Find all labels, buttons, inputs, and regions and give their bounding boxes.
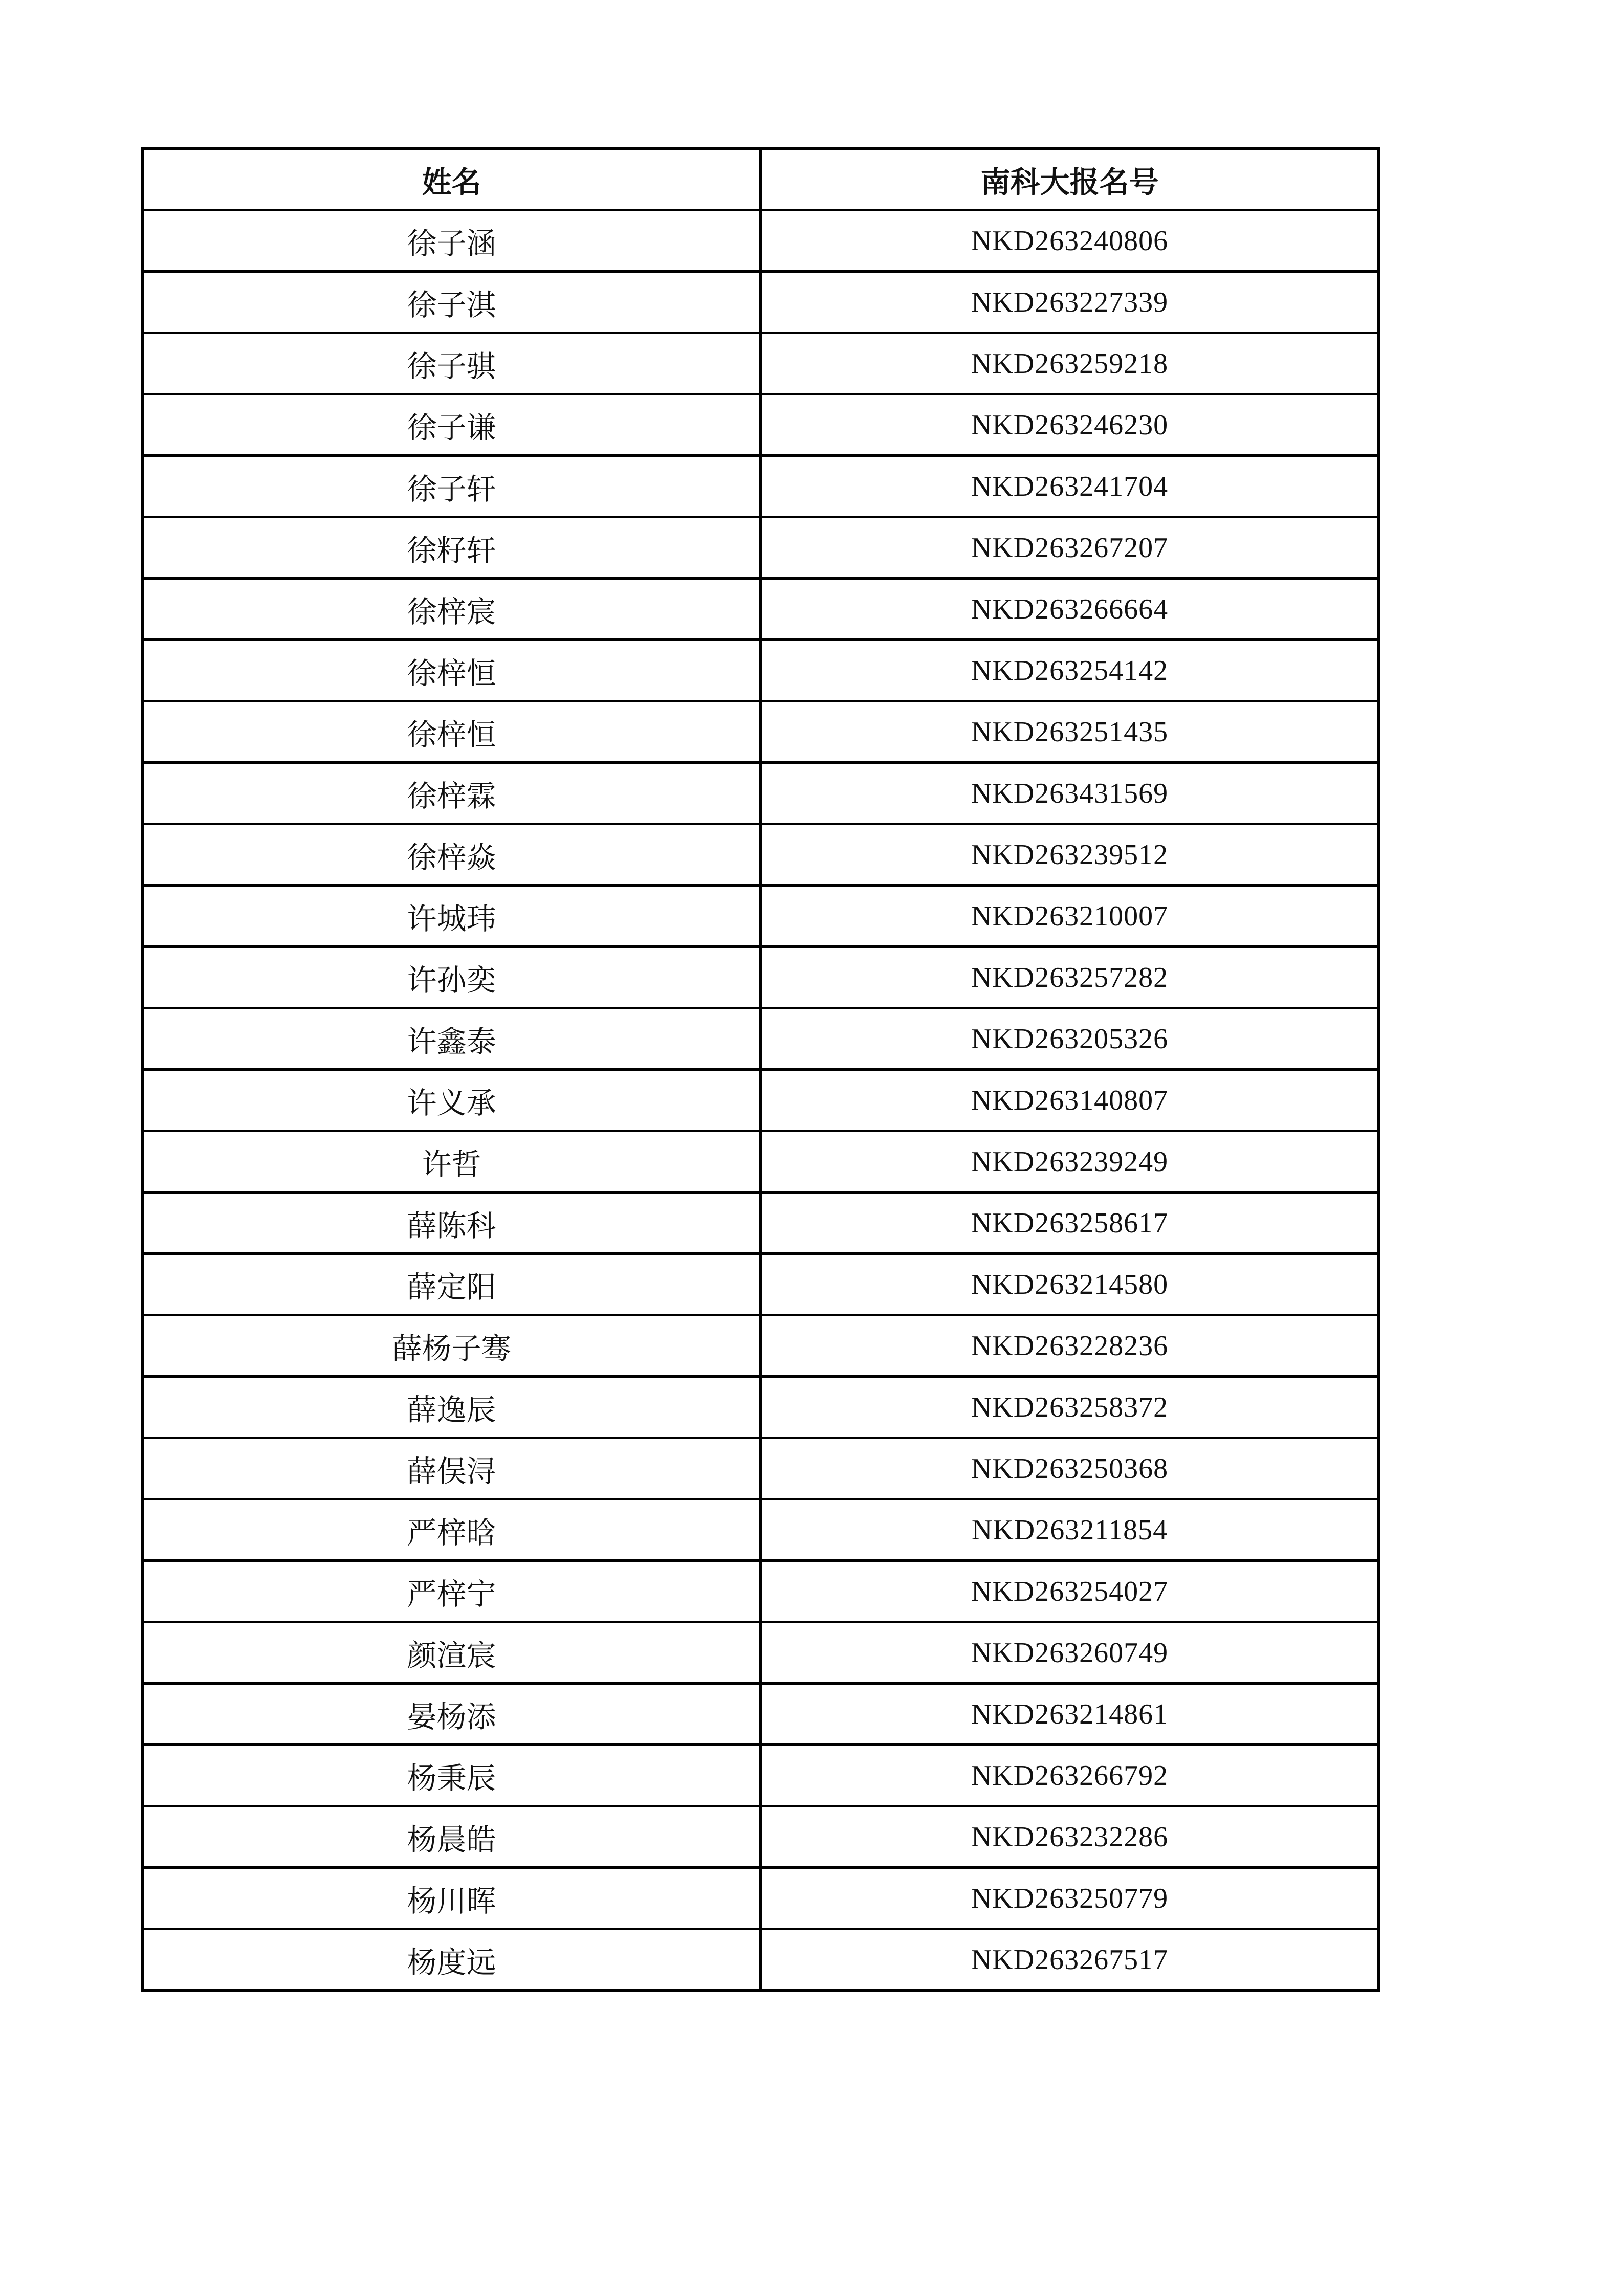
table-row [143, 1561, 1379, 1622]
table-row [143, 763, 1379, 824]
table-row [143, 1438, 1379, 1499]
applicant-name: 徐梓霖 [143, 763, 761, 824]
header-name: 姓名 [143, 149, 761, 210]
applicant-name: 许义承 [143, 1070, 761, 1131]
applicant-name: 徐籽轩 [143, 517, 761, 579]
application-number: NKD263239512 [761, 824, 1379, 886]
application-number: NKD263239249 [761, 1131, 1379, 1193]
applicant-name: 许城玮 [143, 886, 761, 947]
application-number: NKD263240806 [761, 210, 1379, 272]
applicant-name: 严梓晗 [143, 1499, 761, 1561]
application-number: NKD263254142 [761, 640, 1379, 701]
application-number: NKD263258372 [761, 1377, 1379, 1438]
table-row [143, 1684, 1379, 1745]
application-number: NKD263258617 [761, 1193, 1379, 1254]
applicant-name: 徐子轩 [143, 456, 761, 517]
applicant-name: 薛定阳 [143, 1254, 761, 1315]
application-number: NKD263251435 [761, 701, 1379, 763]
table-row [143, 456, 1379, 517]
table-row [143, 272, 1379, 333]
table-row [143, 333, 1379, 394]
application-number: NKD263260749 [761, 1622, 1379, 1684]
applicant-name: 许孙奕 [143, 947, 761, 1008]
applicant-name: 薛逸辰 [143, 1377, 761, 1438]
applicant-name: 晏杨添 [143, 1684, 761, 1745]
applicant-name: 许哲 [143, 1131, 761, 1193]
applicant-name: 杨川晖 [143, 1868, 761, 1929]
table-row [143, 517, 1379, 579]
applicant-name: 许鑫泰 [143, 1008, 761, 1070]
application-number: NKD263214580 [761, 1254, 1379, 1315]
application-number: NKD263232286 [761, 1806, 1379, 1868]
table-row [143, 640, 1379, 701]
table-row [143, 210, 1379, 272]
application-number: NKD263257282 [761, 947, 1379, 1008]
table-row [143, 824, 1379, 886]
table-row [143, 1868, 1379, 1929]
table-row [143, 1254, 1379, 1315]
table-row [143, 1070, 1379, 1131]
applicant-name: 严梓宁 [143, 1561, 761, 1622]
applicant-name: 杨秉辰 [143, 1745, 761, 1806]
table-row [143, 1929, 1379, 1991]
applicant-name: 薛俣浔 [143, 1438, 761, 1499]
application-number: NKD263250779 [761, 1868, 1379, 1929]
applicant-name: 徐梓焱 [143, 824, 761, 886]
applicant-name: 杨晨皓 [143, 1806, 761, 1868]
table-row [143, 701, 1379, 763]
table-row [143, 1131, 1379, 1193]
application-number: NKD263246230 [761, 394, 1379, 456]
table-row [143, 886, 1379, 947]
applicant-name: 徐子谦 [143, 394, 761, 456]
application-number: NKD263227339 [761, 272, 1379, 333]
application-number: NKD263214861 [761, 1684, 1379, 1745]
application-number: NKD263267207 [761, 517, 1379, 579]
application-number: NKD263267517 [761, 1929, 1379, 1991]
application-number: NKD263211854 [761, 1499, 1379, 1561]
application-number: NKD263228236 [761, 1315, 1379, 1377]
applicant-name: 颜渲宸 [143, 1622, 761, 1684]
table-header-row [143, 149, 1379, 210]
applicant-name: 徐子涵 [143, 210, 761, 272]
applicant-name: 薛杨子骞 [143, 1315, 761, 1377]
application-number: NKD263205326 [761, 1008, 1379, 1070]
application-number: NKD263431569 [761, 763, 1379, 824]
applicant-name: 徐梓恒 [143, 701, 761, 763]
table-row [143, 1193, 1379, 1254]
table-row [143, 1499, 1379, 1561]
applicant-name: 徐梓恒 [143, 640, 761, 701]
table-row [143, 1745, 1379, 1806]
applicant-name: 徐梓宸 [143, 579, 761, 640]
applicant-name: 薛陈科 [143, 1193, 761, 1254]
table-row [143, 1622, 1379, 1684]
table-body [143, 210, 1379, 1991]
table-row [143, 1008, 1379, 1070]
table-row [143, 1315, 1379, 1377]
applicant-name: 徐子骐 [143, 333, 761, 394]
table-row [143, 947, 1379, 1008]
application-number: NKD263266664 [761, 579, 1379, 640]
table-row [143, 579, 1379, 640]
application-number: NKD263259218 [761, 333, 1379, 394]
application-number: NKD263210007 [761, 886, 1379, 947]
application-number: NKD263140807 [761, 1070, 1379, 1131]
applicant-name: 杨度远 [143, 1929, 761, 1991]
applicant-name: 徐子淇 [143, 272, 761, 333]
application-number: NKD263250368 [761, 1438, 1379, 1499]
table-row [143, 394, 1379, 456]
application-number: NKD263266792 [761, 1745, 1379, 1806]
application-number: NKD263241704 [761, 456, 1379, 517]
table-row [143, 1377, 1379, 1438]
table-row [143, 1806, 1379, 1868]
applicant-table [141, 147, 1380, 1992]
application-number: NKD263254027 [761, 1561, 1379, 1622]
header-application-number: 南科大报名号 [761, 149, 1379, 210]
